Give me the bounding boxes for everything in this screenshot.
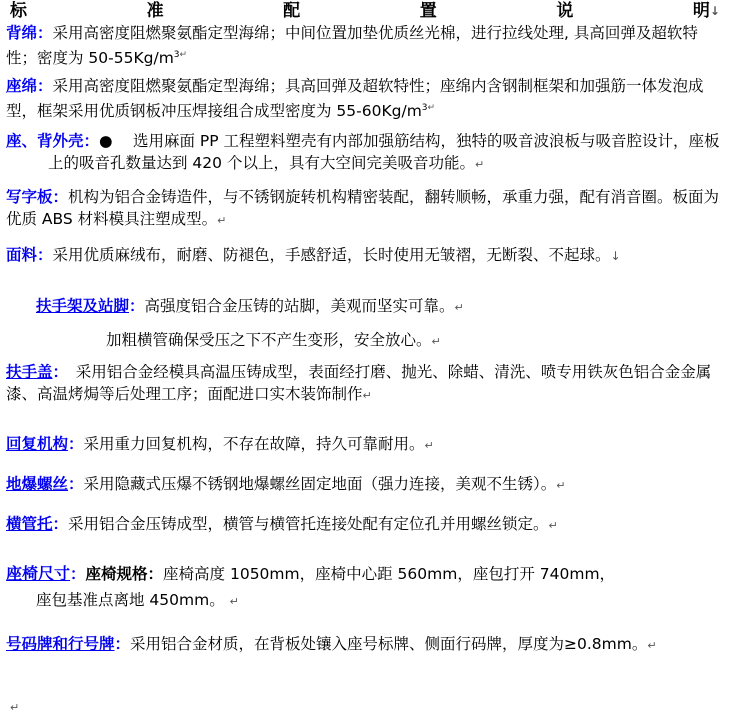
section-text: 采用铝合金压铸成型，横管与横管托连接处配有定位孔并用螺丝锁定。	[68, 515, 549, 534]
section-text: 机构为铝合金铸造件，与不锈钢旋转机构精密装配，翻转顺畅，承重力强，配有消音圈。板面为优质 ABS 材料模具注塑成型。	[6, 188, 720, 229]
section-text: 高强度铝合金压铸的站脚，美观而坚实可靠。	[144, 297, 455, 316]
paragraph-mark: ↵	[179, 50, 188, 60]
section-armrest-cover	[6, 361, 722, 407]
label-colon: ：	[114, 635, 131, 654]
label-colon: ：	[52, 188, 69, 207]
section-text: 采用优质麻绒布，耐磨、防褪色，手感舒适，长时使用无皱褶，无断裂、不起球。	[52, 246, 611, 265]
section-text: 采用重力回复机构，不存在故障，持久可靠耐用。	[83, 435, 425, 454]
paragraph-mark: ↵	[427, 103, 436, 114]
paragraph-mark: ↵	[556, 479, 566, 493]
section-text: ● 选用麻面 PP 工程塑料塑壳有内部加强筋结构，独特的吸音波浪板与吸音腔设计，座板上的吸音孔数量达到 420 个以上，具有大空间完美吸音功能。	[48, 132, 720, 173]
section-text: 加粗横管确保受压之下不产生变形，安全放心。	[106, 331, 432, 350]
paragraph-mark: ↵	[454, 301, 464, 315]
section-text: 采用高密度阻燃聚氨酯定型海绵；中间位置加垫优质丝光棉，进行拉线处理, 具高回弹及超软特性；密度为 50-55Kg/m	[6, 24, 698, 68]
label-colon: ：	[70, 565, 86, 584]
paragraph-mark: ↵	[474, 158, 485, 172]
title-char: 置	[419, 1, 437, 21]
section-seat-foam	[6, 75, 722, 122]
section-text: 采用铝合金材质，在背板处镶入座号标牌、侧面行码牌，厚度为≥0.8mm。	[130, 635, 648, 654]
section-label: 扶手盖	[6, 363, 53, 382]
paragraph-mark: ↵	[647, 639, 657, 653]
title-char: 明	[692, 1, 710, 21]
title-char-last	[693, 2, 720, 20]
document-title	[6, 2, 722, 20]
paragraph-mark: ↵	[10, 701, 20, 715]
title-char: 配	[283, 1, 301, 21]
label-colon: ：	[68, 475, 84, 494]
label-colon: ：	[52, 515, 69, 534]
paragraph-mark: ↵	[431, 335, 441, 349]
trailing-paragraph	[6, 695, 722, 719]
section-anchor-bolt	[6, 473, 722, 497]
label-colon: ：	[129, 297, 145, 316]
paragraph-mark: ↵	[362, 389, 372, 403]
section-label: 回复机构	[6, 435, 69, 454]
title-char: 标	[10, 1, 27, 21]
section-armrest-frame	[36, 295, 722, 319]
section-return-mechanism	[6, 433, 722, 457]
title-char: 准	[146, 1, 164, 21]
label-colon: ：	[68, 435, 84, 454]
section-seat-dimensions	[6, 563, 722, 585]
label-colon: ：	[83, 132, 100, 151]
section-back-foam	[6, 22, 722, 69]
section-subtitle: 座椅规格：	[85, 565, 164, 584]
section-label: 面料	[6, 246, 38, 265]
label-colon: ：	[37, 24, 53, 42]
title-char: 说	[556, 1, 574, 21]
paragraph-mark: ↵	[229, 595, 239, 609]
section-label: 背绵	[6, 24, 38, 42]
section-text: 座包基准点离地 450mm。	[36, 591, 225, 610]
section-label: 地爆螺丝	[6, 475, 69, 494]
section-text: 采用铝合金经模具高温压铸成型，表面经打磨、抛光、除蜡、清洗、喷专用铁灰色铝合金金属漆、高温烤焗等后处理工序；面配进口实木装饰制作	[6, 363, 712, 404]
section-text: 座椅高度 1050mm，座椅中心距 560mm，座包打开 740mm，	[163, 565, 616, 584]
section-label: 座、背外壳	[6, 132, 84, 151]
section-armrest-frame-line2	[106, 329, 722, 353]
paragraph-mark: ↵	[217, 214, 227, 228]
label-colon: ：	[37, 246, 53, 265]
section-fabric	[6, 244, 722, 267]
line-break-mark: ↓	[610, 249, 621, 264]
section-text: 采用高密度阻燃聚氨酯定型海绵；具高回弹及超软特性；座绵内含钢制框架和加强筋一体发泡成型，框架采用优质钢板冲压焊接组合成型密度为 55-60Kg/m	[6, 77, 704, 121]
label-colon: ：	[52, 363, 61, 382]
section-seat-dimensions-line2	[6, 589, 722, 613]
section-number-plates	[6, 633, 722, 657]
line-break-mark: ↓	[709, 4, 720, 18]
label-colon: ：	[37, 77, 53, 96]
section-label: 写字板	[6, 188, 53, 207]
superscript: 3	[421, 103, 428, 114]
section-label: 座绵	[6, 77, 38, 96]
paragraph-mark: ↵	[424, 439, 434, 453]
section-label: 扶手架及站脚	[36, 297, 130, 316]
section-shell	[6, 130, 722, 176]
section-label: 座椅尺寸	[6, 564, 71, 584]
paragraph-mark: ↵	[548, 519, 558, 533]
superscript: 3	[173, 50, 180, 60]
section-crossbar-bracket	[6, 513, 722, 537]
section-label: 号码牌和行号牌	[6, 635, 115, 654]
section-label: 横管托	[6, 515, 53, 534]
section-writing-board	[6, 186, 722, 232]
section-text: 采用隐藏式压爆不锈钢地爆螺丝固定地面（强力连接，美观不生锈）。	[83, 475, 557, 494]
